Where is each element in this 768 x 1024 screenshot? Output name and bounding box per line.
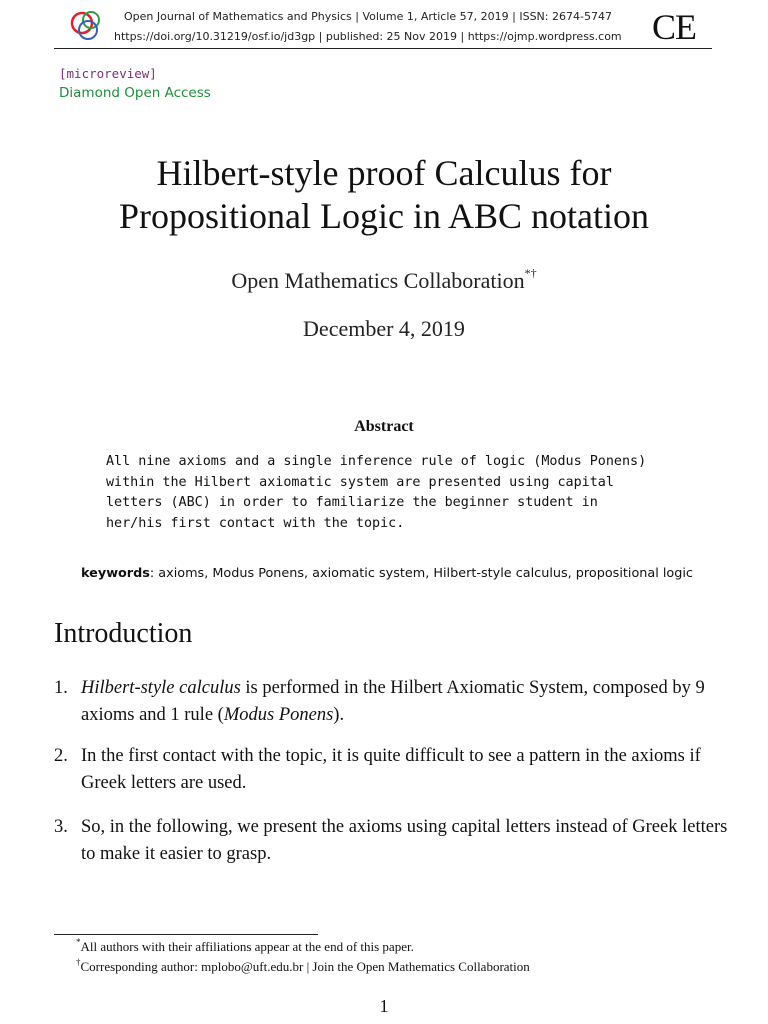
author-name: Open Mathematics Collaboration bbox=[231, 268, 525, 293]
footnote-text: Corresponding author: mplobo@uft.edu.br | Join the Open Mathematics Collaboration bbox=[80, 959, 530, 974]
title-line-2: Propositional Logic in ABC notation bbox=[119, 196, 649, 236]
journal-info: Open Journal of Mathematics and Physics | Volume 1, Article 57, 2019 | ISSN: 2674-5747 bbox=[124, 10, 612, 23]
list-item-text-part: is performed in the Hilbert Axiomatic System, composed by 9 axioms and 1 rule ( bbox=[81, 678, 705, 725]
page-number: 1 bbox=[379, 996, 389, 1016]
keywords-values: axioms, Modus Ponens, axiomatic system, Hilbert-style calculus, propositional logic bbox=[158, 566, 693, 581]
paper-title bbox=[40, 152, 728, 238]
author-footnote-marks: *† bbox=[524, 266, 537, 280]
list-item-number: 1. bbox=[54, 678, 68, 698]
abstract-body: All nine axioms and a single inference rule of logic (Modus Ponens) within the Hilbert axiomatic system are presented using capital letters (ABC) in order to familiarize the beginner student in her/his first contact with the topic. bbox=[106, 454, 647, 531]
footnote-mark: * bbox=[76, 937, 81, 947]
journal-links[interactable]: https://doi.org/10.31219/osf.io/jd3gp | published: 25 Nov 2019 | https://ojmp.wordpress.com bbox=[114, 30, 622, 43]
footnote-mark: † bbox=[76, 957, 81, 967]
footnote-text: All authors with their affiliations appear at the end of this paper. bbox=[80, 939, 414, 954]
section-heading-introduction: Introduction bbox=[54, 618, 193, 649]
keywords-separator: : bbox=[149, 566, 159, 581]
author-line bbox=[0, 268, 768, 294]
footnote-corresponding-author bbox=[76, 959, 530, 975]
footnote-divider bbox=[54, 934, 318, 935]
title-line-1: Hilbert-style proof Calculus for bbox=[156, 153, 612, 193]
open-access-tag: Diamond Open Access bbox=[59, 85, 211, 101]
list-item-number: 3. bbox=[54, 817, 68, 837]
keywords-line bbox=[81, 566, 693, 581]
abstract-heading: Abstract bbox=[354, 418, 414, 435]
footnote-affiliations bbox=[76, 939, 414, 955]
ce-mark: CE bbox=[652, 7, 697, 47]
keywords-label: keywords bbox=[81, 566, 150, 581]
list-item-text: So, in the following, we present the axioms using capital letters instead of Greek letters to make it easier to grasp. bbox=[81, 817, 728, 864]
publication-date: December 4, 2019 bbox=[303, 316, 465, 341]
header-divider bbox=[54, 48, 712, 49]
list-item-text bbox=[81, 675, 731, 729]
term-emphasis: Hilbert-style calculus bbox=[81, 678, 241, 698]
list-item-text-part: ). bbox=[333, 705, 345, 725]
article-type-tag: [microreview] bbox=[59, 66, 157, 81]
journal-rings-logo-icon bbox=[66, 8, 108, 42]
term-emphasis: Modus Ponens bbox=[223, 705, 334, 725]
list-item-text: In the first contact with the topic, it is quite difficult to see a pattern in the axioms if Greek letters are used. bbox=[81, 746, 701, 793]
list-item-number: 2. bbox=[54, 746, 68, 766]
